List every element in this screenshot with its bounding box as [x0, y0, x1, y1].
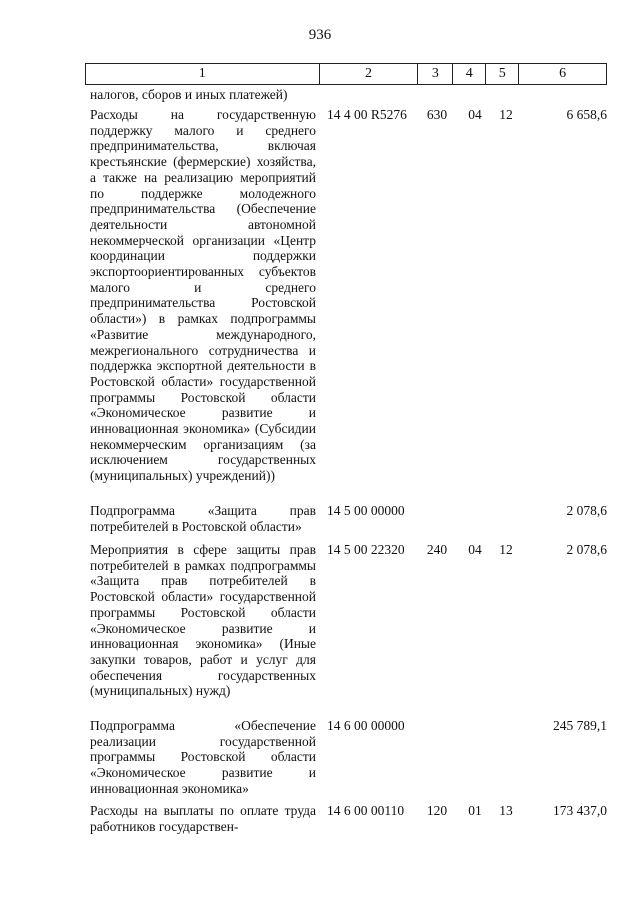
row-description: Мероприятия в сфере защиты прав потребителей в рамках подпрограммы «Защита прав потребителей в Ростовской области» государственной программы Ростовской области «Экономическое развитие и инновационная экономика» (Иные закупки товаров, работ и услуг для обеспечения государственных (муниципальных) нужд): [90, 542, 316, 699]
row-vr: 120: [426, 803, 448, 818]
row-pr: 12: [499, 107, 513, 122]
header-col-5: 5: [486, 64, 519, 84]
row-code: 14 5 00 22320: [327, 542, 405, 557]
row-description: Расходы на государственную поддержку малого и среднего предпринимательства, включая крестьянские (фермерские) хозяйства, а также на реализацию мероприятий по поддержке молодежного предпринимательства (Обеспечение деятельности автономной некоммерческой организации «Центр координации поддержки экспортоориентированных субъектов малого и среднего предпринимательства Ростовской области») в рамках подпрограммы «Развитие международного, межрегионального сотрудничества и поддержка экспортной деятельности в Ростовской области» государственной программы Ростовской области «Экономическое развитие и инновационная экономика» (Субсидии некоммерческим организациям (за исключением государственных (муниципальных) учреждений)): [90, 107, 316, 484]
row-vr: 240: [426, 542, 448, 557]
header-col-2: 2: [320, 64, 419, 84]
row-code: 14 6 00 00110: [327, 803, 405, 818]
row-sum: 6 658,6: [566, 107, 607, 122]
row-sum: 245 789,1: [553, 718, 607, 733]
header-col-3: 3: [418, 64, 453, 84]
row-code: 14 4 00 R5276: [327, 107, 407, 122]
row-vr: 630: [426, 107, 448, 122]
continuation-text: налогов, сборов и иных платежей): [90, 87, 288, 102]
row-code: 14 5 00 00000: [327, 503, 405, 518]
row-pr: 13: [499, 803, 513, 818]
header-col-6: 6: [519, 64, 607, 84]
header-col-4: 4: [453, 64, 486, 84]
row-description: Расходы на выплаты по оплате труда работников государствен-: [90, 803, 316, 834]
row-pr: 12: [499, 542, 513, 557]
row-rz: 04: [468, 542, 482, 557]
row-rz: 04: [468, 107, 482, 122]
row-sum: 2 078,6: [566, 542, 607, 557]
row-rz: 01: [468, 803, 482, 818]
table-header: [85, 63, 607, 85]
row-sum: 2 078,6: [566, 503, 607, 518]
header-col-1: 1: [86, 64, 320, 84]
row-sum: 173 437,0: [553, 803, 607, 818]
page-number: 936: [308, 27, 332, 43]
row-description: Подпрограмма «Защита прав потребителей в Ростовской области»: [90, 503, 316, 534]
row-code: 14 6 00 00000: [327, 718, 405, 733]
row-description: Подпрограмма «Обеспечение реализации государственной программы Ростовской области «Экономическое развитие и инновационная экономика»: [90, 718, 316, 796]
